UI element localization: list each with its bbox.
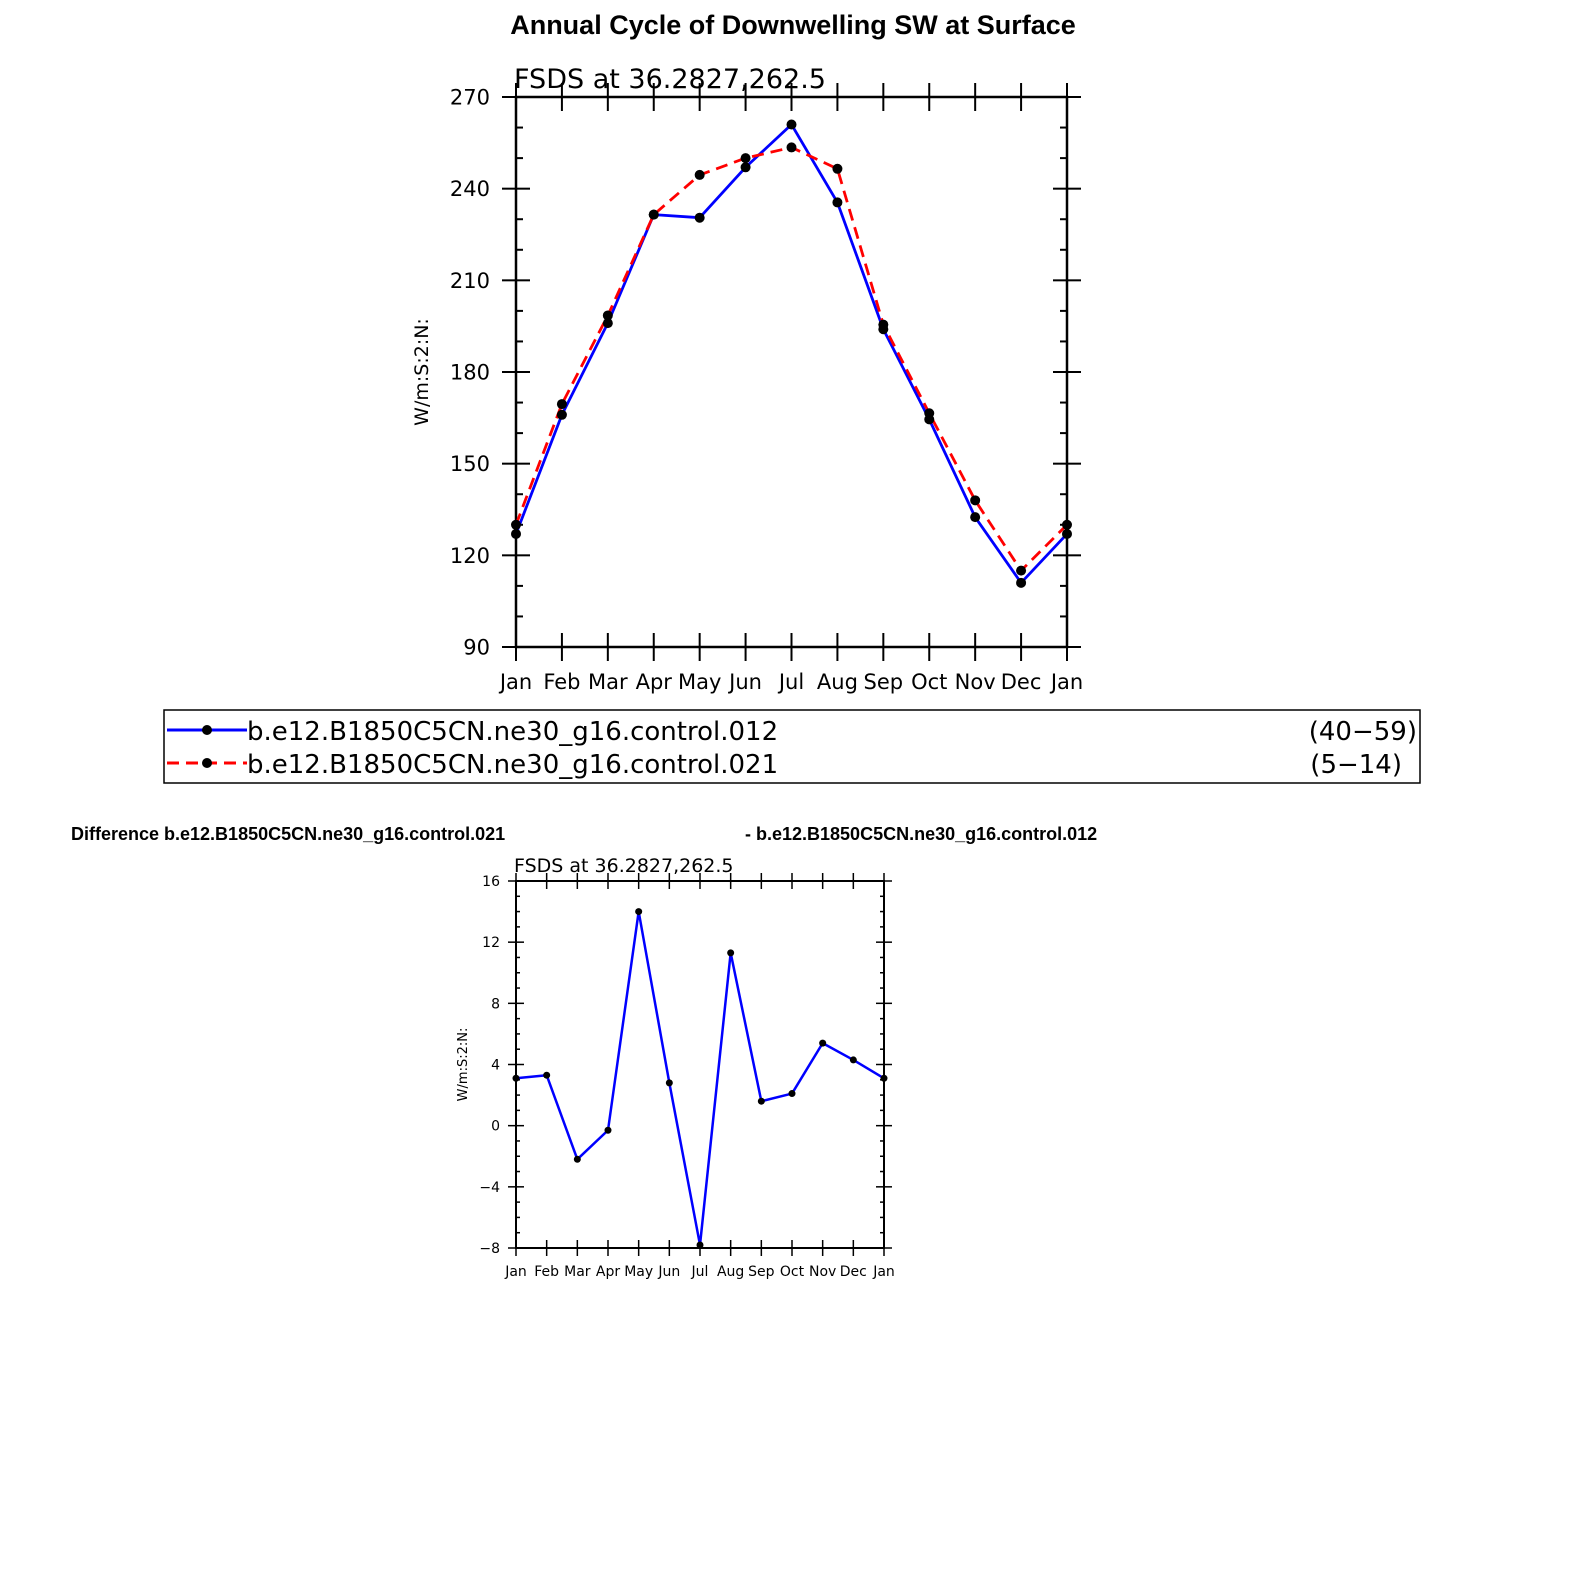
series-0-point [741,162,751,172]
legend-marker-blue [202,725,212,735]
x-tick-label: Mar [564,1264,591,1280]
x-tick-label: Apr [635,670,672,694]
series-0-point [511,529,521,539]
series-1-point [511,520,521,530]
series-0-point [543,1072,550,1079]
y-tick-label: 16 [482,874,500,891]
series-0-point [758,1098,765,1105]
series-1-point [603,310,613,320]
series-0-point [881,1075,888,1082]
x-tick-label: Sep [748,1264,775,1280]
x-tick-label: Jan [505,1264,527,1280]
x-tick-label: Jan [873,1264,895,1280]
y-tick-label: 270 [449,85,490,110]
y-tick-label: 210 [449,268,490,293]
x-tick-label: Jul [778,670,805,694]
series-0-point [787,120,797,130]
y-tick-label: 240 [449,177,490,202]
x-tick-label: Aug [716,1264,745,1280]
series-0-point [970,512,980,522]
series-1-point [1062,520,1072,530]
series-0-point [850,1056,857,1063]
y-tick-label: 12 [482,935,500,952]
plot-frame [516,97,1067,647]
series-0-point [789,1090,796,1097]
x-tick-label: Dec [839,1264,867,1280]
series-0-point [832,197,842,207]
x-tick-label: May [624,1264,654,1280]
legend-item-control-012 [167,717,1417,747]
x-tick-label: Aug [816,670,858,694]
x-tick-label: Jan [1050,670,1084,694]
y-tick-label: 150 [449,452,490,477]
series-1-point [741,153,751,163]
series-line-1 [516,147,1067,570]
legend-years-control-012: (40−59) [1308,717,1417,747]
legend-marker-red [202,758,212,768]
series-0-point [574,1156,581,1163]
series-0-point [513,1075,520,1082]
legend-label-control-021: b.e12.B1850C5CN.ne30_g16.control.021 [247,750,779,780]
x-tick-label: Jun [658,1264,681,1280]
legend-label-control-012: b.e12.B1850C5CN.ne30_g16.control.012 [247,717,779,747]
legend-item-control-021 [167,750,1402,780]
series-1-point [1016,566,1026,576]
x-tick-label: Jan [499,670,533,694]
series-0-point [557,410,567,420]
series-1-point [878,320,888,330]
series-1-point [832,164,842,174]
x-tick-label: Oct [779,1264,805,1280]
series-1-point [557,399,567,409]
series-0-point [666,1079,673,1086]
y-tick-label: −8 [479,1241,500,1258]
y-tick-label: 4 [491,1057,500,1074]
series-1-point [970,495,980,505]
series-1-point [695,170,705,180]
series-0-point [697,1241,704,1248]
legend [164,710,1420,783]
y-tick-label: −4 [479,1179,500,1196]
x-tick-label: Apr [595,1264,621,1280]
x-tick-label: Sep [863,670,904,694]
y-axis-label: W/m:S:2:N: [456,1027,471,1102]
series-line-0 [516,912,884,1245]
x-tick-label: Feb [534,1264,560,1280]
difference-title-left: Difference b.e12.B1850C5CN.ne30_g16.control.021 [71,824,506,844]
x-tick-label: Nov [809,1264,837,1280]
series-0-point [1062,529,1072,539]
x-tick-label: Feb [543,670,581,694]
annual-cycle-chart [411,64,1083,694]
x-tick-label: Oct [911,670,948,694]
legend-years-control-021: (5−14) [1310,750,1402,780]
x-tick-label: Dec [1000,670,1042,694]
y-axis-label: W/m:S:2:N: [411,318,433,426]
series-0-point [819,1040,826,1047]
main-title: Annual Cycle of Downwelling SW at Surface [510,10,1076,40]
y-tick-label: 8 [491,996,500,1013]
chart-subtitle: FSDS at 36.2827,262.5 [514,64,826,95]
series-0-point [695,213,705,223]
y-tick-label: 0 [491,1118,500,1135]
series-0-point [635,908,642,915]
x-tick-label: Nov [954,670,996,694]
y-tick-label: 120 [449,543,490,568]
x-tick-label: Jul [691,1264,709,1280]
x-tick-label: Jun [729,670,762,694]
chart-subtitle: FSDS at 36.2827,262.5 [514,855,734,877]
series-line-0 [516,125,1067,583]
series-0-point [605,1127,612,1134]
x-tick-label: Mar [588,670,628,694]
series-0-point [727,949,734,956]
plot-frame [516,881,884,1248]
difference-title-right: - b.e12.B1850C5CN.ne30_g16.control.012 [745,824,1098,844]
y-tick-label: 90 [463,635,490,660]
x-tick-label: May [677,670,722,694]
y-tick-label: 180 [449,360,490,385]
series-1-point [924,408,934,418]
difference-chart [456,855,895,1280]
series-0-point [1016,578,1026,588]
series-1-point [649,210,659,220]
series-1-point [787,142,797,152]
